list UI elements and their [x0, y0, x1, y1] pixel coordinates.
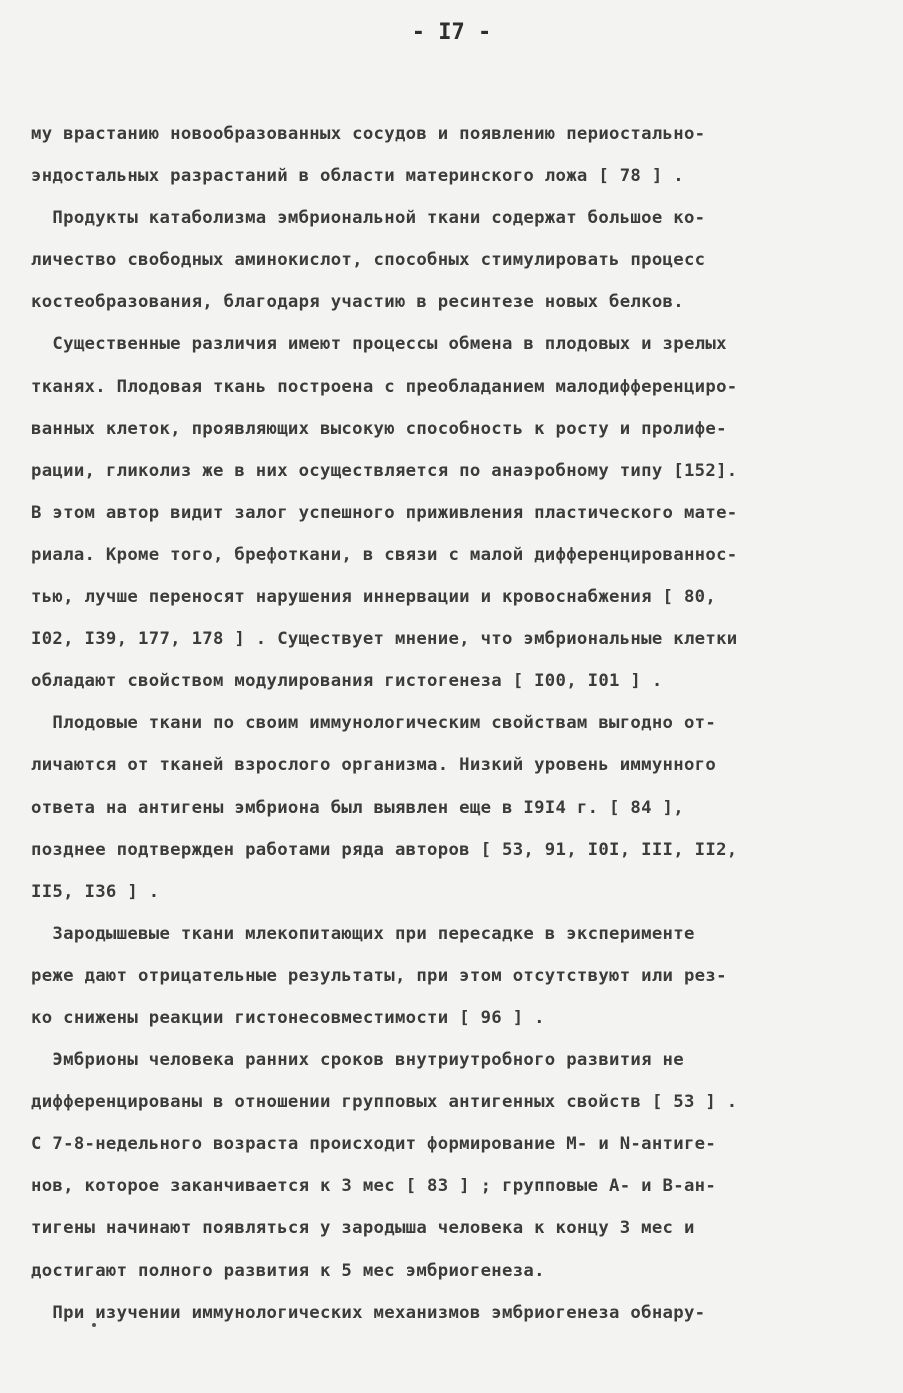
text-line: костеобразования, благодаря участию в ресинтезе новых белков.: [31, 292, 684, 313]
body-text: [31, 113, 876, 1334]
text-line: Эмбрионы человека ранних сроков внутриутробного развития не: [31, 1050, 684, 1071]
text-line: эндостальных разрастаний в области материнского ложа [ 78 ] .: [31, 166, 684, 187]
text-line: Зародышевые ткани млекопитающих при пересадке в эксперименте: [31, 923, 695, 944]
text-line: ко снижены реакции гистонесовместимости [ 96 ] .: [31, 1007, 545, 1028]
text-line: При изучении иммунологических механизмов эмбриогенеза обнару-: [31, 1302, 706, 1323]
ink-dot: [92, 1323, 96, 1327]
text-line: риала. Кроме того, брефоткани, в связи с малой дифференцированнос-: [31, 544, 738, 565]
text-line: ответа на антигены эмбриона был выявлен еще в I9I4 г. [ 84 ],: [31, 797, 684, 818]
text-line: му врастанию новообразованных сосудов и появлению периостально-: [31, 124, 706, 144]
text-line: личество свободных аминокислот, способных стимулировать процесс: [31, 250, 706, 271]
text-line: рации, гликолиз же в них осуществляется по анаэробному типу [152].: [31, 460, 738, 481]
text-line: позднее подтвержден работами ряда авторов [ 53, 91, I0I, III, II2,: [31, 839, 738, 860]
text-line: реже дают отрицательные результаты, при этом отсутствуют или рез-: [31, 965, 727, 986]
text-line: тью, лучше переносят нарушения иннервации и кровоснабжения [ 80,: [31, 587, 717, 608]
text-line: Продукты катаболизма эмбриональной ткани содержат большое ко-: [31, 208, 706, 229]
text-line: В этом автор видит залог успешного приживления пластического мате-: [31, 502, 738, 523]
text-line: тканях. Плодовая ткань построена с преобладанием малодифференциро-: [31, 376, 738, 397]
text-line: С 7-8-недельного возраста происходит формирование M- и N-антиге-: [31, 1134, 717, 1155]
text-line: II5, I36 ] .: [31, 881, 160, 902]
text-line: дифференцированы в отношении групповых антигенных свойств [ 53 ] .: [31, 1092, 738, 1113]
text-line: Плодовые ткани по своим иммунологическим свойствам выгодно от-: [31, 713, 717, 734]
page-number: - I7 -: [411, 20, 492, 45]
text-line: тигены начинают появляться у зародыша человека к концу 3 мес и: [31, 1218, 695, 1239]
text-line: нов, которое заканчивается к 3 мес [ 83 ] ; групповые A- и B-ан-: [31, 1176, 717, 1197]
text-line: ванных клеток, проявляющих высокую способность к росту и пролифе-: [31, 418, 727, 439]
text-line: обладают свойством модулирования гистогенеза [ I00, I01 ] .: [31, 671, 663, 692]
text-line: Существенные различия имеют процессы обмена в плодовых и зрелых: [31, 334, 727, 355]
text-line: достигают полного развития к 5 мес эмбриогенеза.: [31, 1260, 545, 1281]
text-line: личаются от тканей взрослого организма. Низкий уровень иммунного: [31, 755, 717, 776]
text-line: I02, I39, 177, 178 ] . Существует мнение, что эмбриональные клетки: [31, 629, 738, 650]
